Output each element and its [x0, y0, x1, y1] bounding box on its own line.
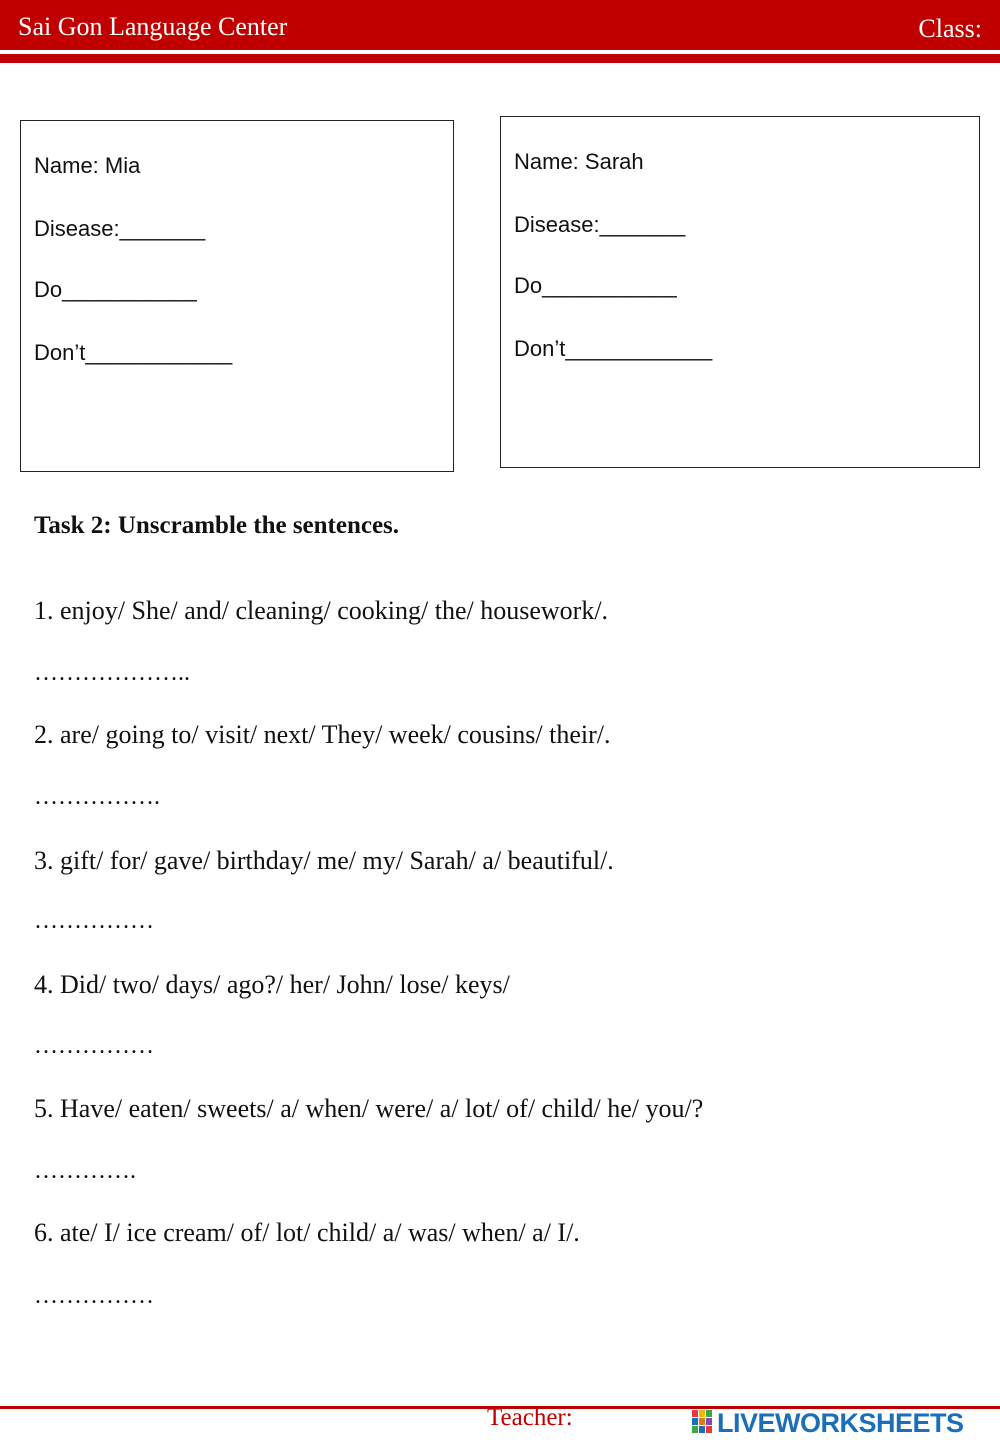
card-disease-field[interactable]: Disease:_______	[514, 212, 686, 237]
patient-card-mia	[20, 120, 454, 472]
liveworksheets-logo	[692, 1408, 992, 1438]
sentence-6: 6. ate/ I/ ice cream/ of/ lot/ child/ a/ was/ when/ a/ I/.	[34, 1218, 580, 1247]
sentence-4: 4. Did/ two/ days/ ago?/ her/ John/ lose/ keys/	[34, 970, 510, 999]
answer-field-3[interactable]: ……………	[34, 908, 154, 934]
card-disease-field[interactable]: Disease:_______	[34, 216, 206, 241]
answer-field-1[interactable]: ………………..	[34, 660, 190, 686]
sentence-1: 1. enjoy/ She/ and/ cleaning/ cooking/ the/ housework/.	[34, 596, 609, 625]
task-2-title: Task 2: Unscramble the sentences.	[34, 512, 400, 539]
answer-field-5[interactable]: ………….	[34, 1158, 136, 1184]
card-do-field[interactable]: Do___________	[514, 273, 677, 298]
answer-field-2[interactable]: …………….	[34, 784, 160, 810]
answer-field-4[interactable]: ……………	[34, 1033, 154, 1059]
center-name: Sai Gon Language Center	[18, 12, 288, 41]
patient-card-sarah	[500, 116, 980, 468]
card-do-field[interactable]: Do___________	[34, 277, 197, 302]
header-divider	[0, 54, 1000, 63]
card-name: Name: Sarah	[514, 149, 644, 174]
class-label: Class:	[918, 14, 982, 43]
card-dont-field[interactable]: Don’t____________	[34, 340, 233, 365]
liveworksheets-wordmark: LIVEWORKSHEETS	[717, 1408, 964, 1438]
card-dont-field[interactable]: Don’t____________	[514, 336, 713, 361]
header-bar	[0, 0, 1000, 50]
sentence-2: 2. are/ going to/ visit/ next/ They/ week/ cousins/ their/.	[34, 720, 611, 749]
sentence-3: 3. gift/ for/ gave/ birthday/ me/ my/ Sarah/ a/ beautiful/.	[34, 846, 614, 875]
teacher-label: Teacher:	[487, 1404, 573, 1431]
card-name: Name: Mia	[34, 153, 141, 178]
answer-field-6[interactable]: ……………	[34, 1283, 154, 1309]
sentence-5: 5. Have/ eaten/ sweets/ a/ when/ were/ a/ lot/ of/ child/ he/ you/?	[34, 1094, 704, 1123]
liveworksheets-grid-icon	[692, 1410, 714, 1434]
